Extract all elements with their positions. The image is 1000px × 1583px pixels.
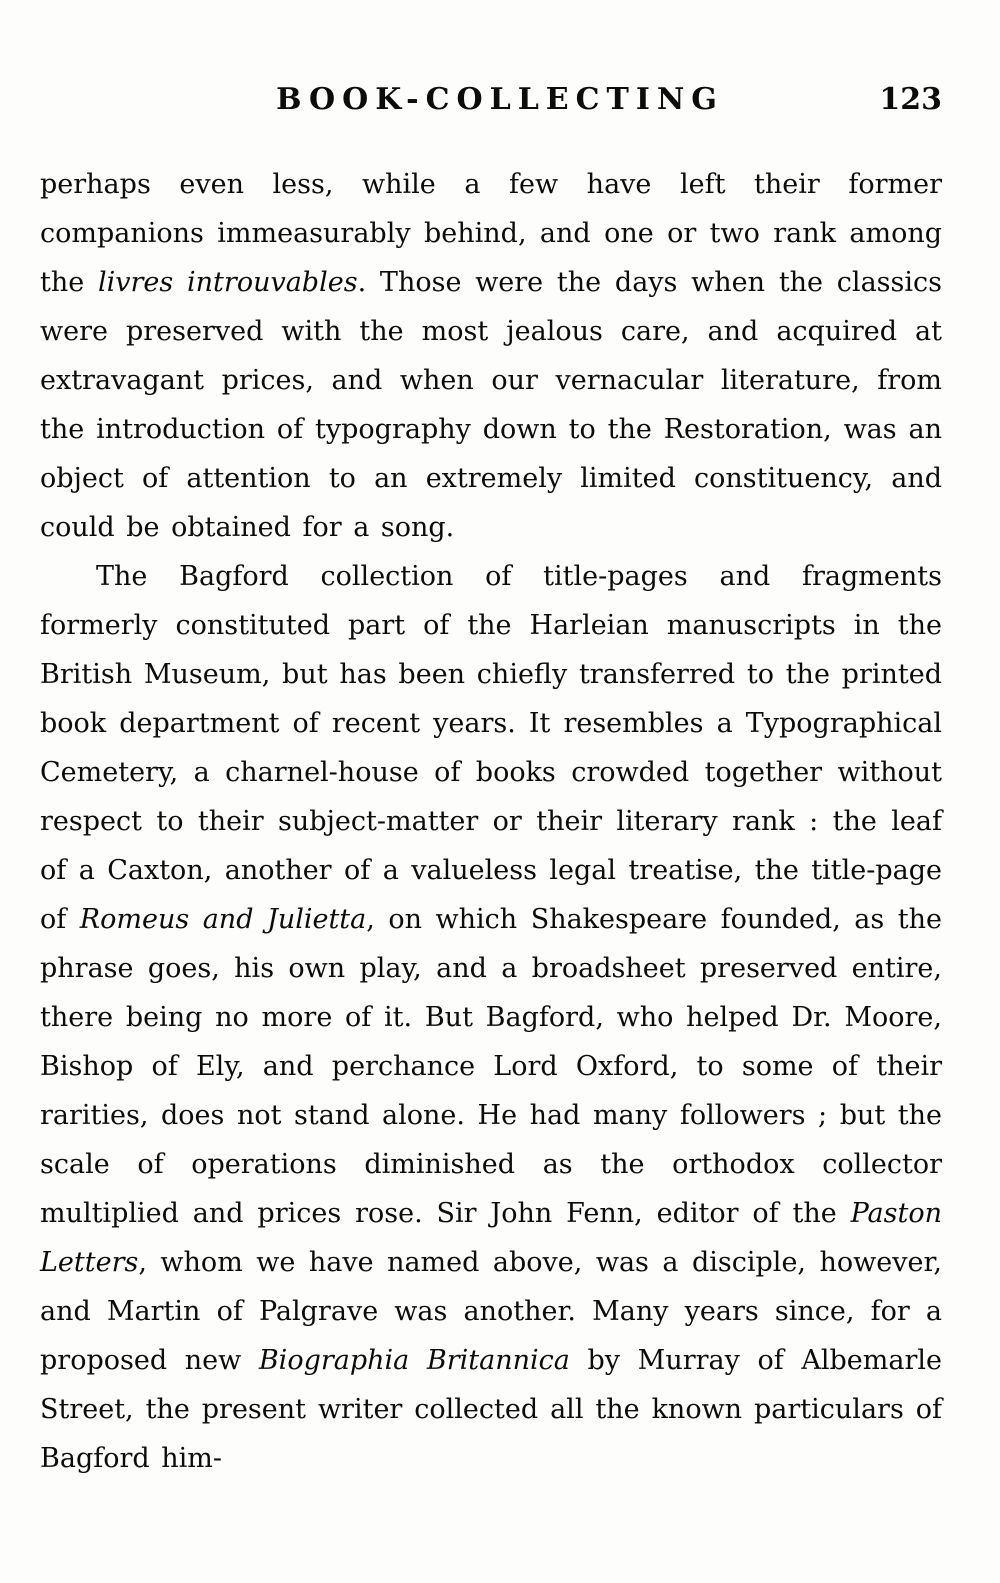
running-header bbox=[0, 82, 1000, 122]
page-title: BOOK-COLLECTING bbox=[276, 82, 724, 117]
italic-text-run: Paston Letters bbox=[40, 1198, 942, 1278]
text-run: . Those were the days when the classics were preserved with the most jealous care, and acquired at extravagant prices, and when our vernacular literature, from the introduction of typography down to the Restoration, was an object of attention to an extremely limited constituency, and could be obtained for a song. bbox=[40, 267, 942, 543]
text-run: , whom we have named above, was a disciple, however, and Martin of Palgrave was another. Many years since, for a proposed new bbox=[40, 1247, 942, 1376]
text-run: The Bagford collection of title-pages and fragments formerly constituted part of the Harleian manuscripts in the British Museum, but has been chiefly transferred to the printed book department of recent years. It resembles a Typographical Cemetery, a charnel-house of books crowded together without respect to their subject-matter or their literary rank : the leaf of a Caxton, another of a valueless legal treatise, the title-page of bbox=[40, 561, 942, 935]
paragraph bbox=[40, 552, 942, 1483]
page-number: 123 bbox=[879, 82, 942, 117]
text-run: by Murray of Albemarle Street, the present writer collected all the known particulars of Bagford him- bbox=[40, 1345, 942, 1474]
text-run: , on which Shakespeare founded, as the phrase goes, his own play, and a broadsheet preserved entire, there being no more of it. But Bagford, who helped Dr. Moore, Bishop of Ely, and perchance Lord Oxford, to some of their rarities, does not stand alone. He had many followers ; but the scale of operations diminished as the orthodox collector multiplied and prices rose. Sir John Fenn, editor of the bbox=[40, 904, 942, 1229]
italic-text-run: Biographia Britannica bbox=[258, 1345, 570, 1376]
italic-text-run: Romeus and Julietta bbox=[79, 904, 367, 935]
italic-text-run: livres introuvables bbox=[98, 267, 358, 298]
page-body bbox=[0, 160, 1000, 1483]
paragraph bbox=[40, 160, 942, 552]
text-run: perhaps even less, while a few have left their former companions immeasurably behind, and one or two rank among the bbox=[40, 169, 942, 298]
